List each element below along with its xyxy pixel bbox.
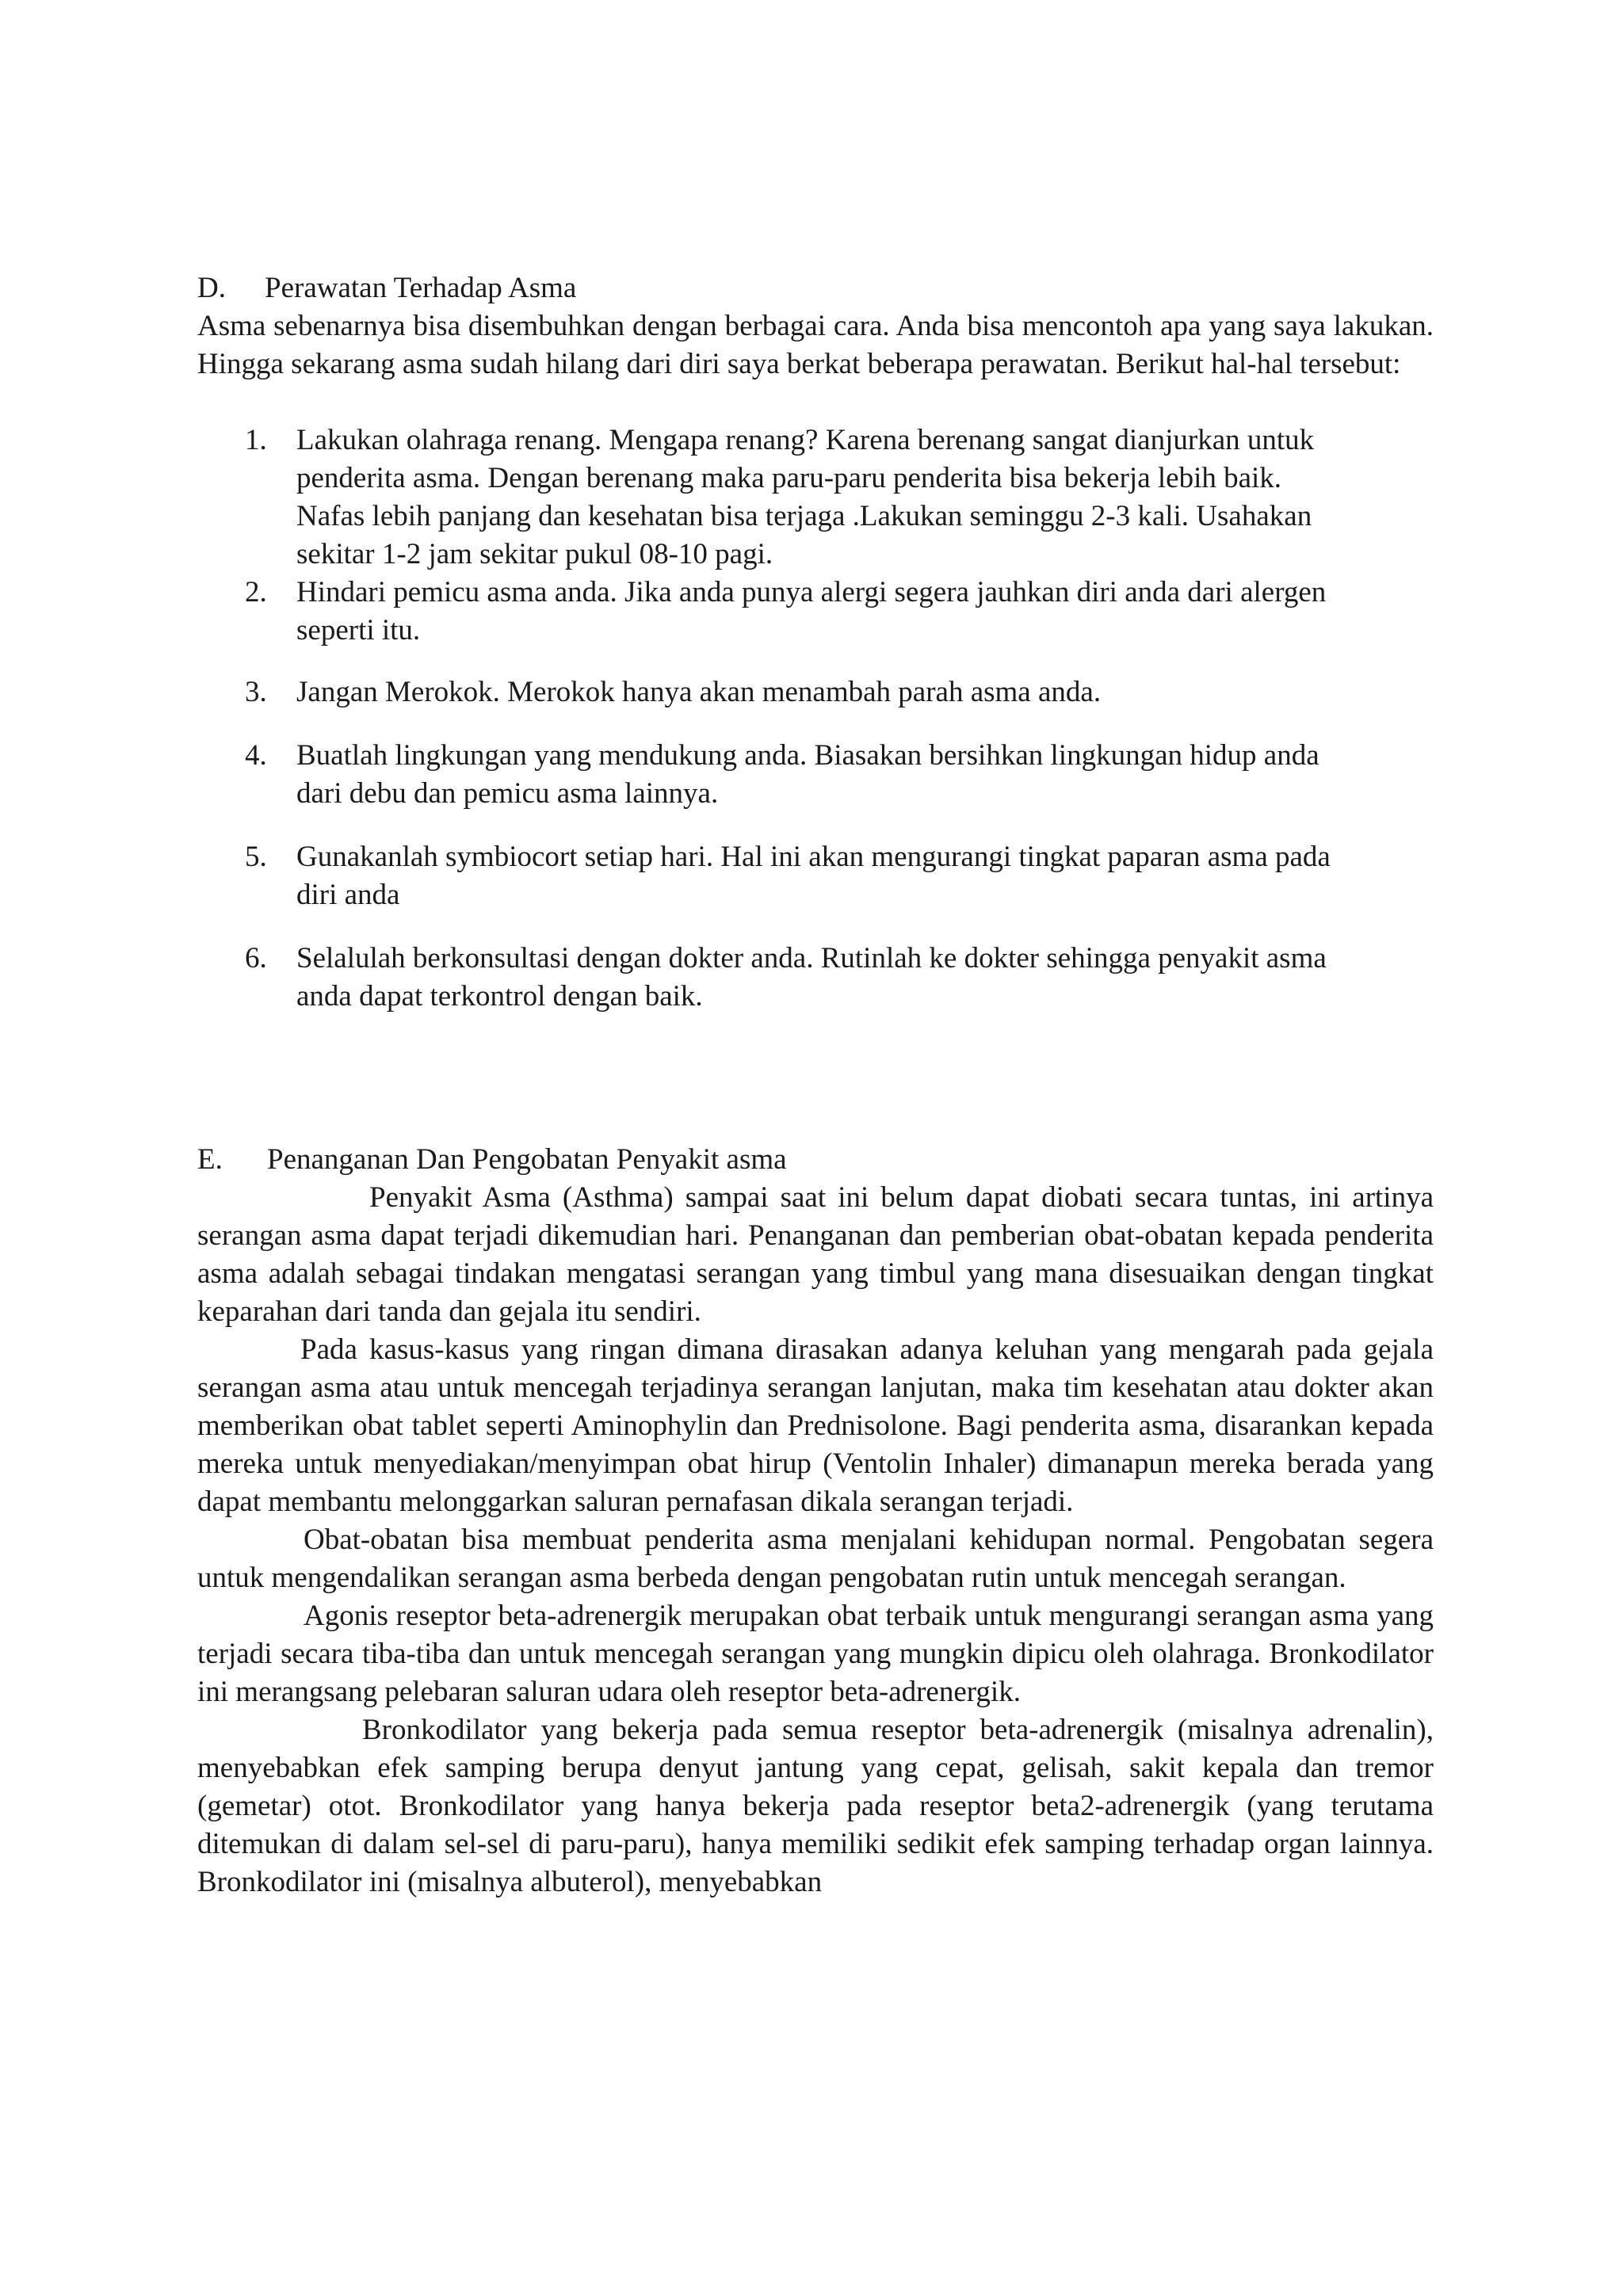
list-item-number: 6. <box>245 942 267 974</box>
list-item-text: Lakukan olahraga renang. Mengapa renang? Karena berenang sangat dianjurkan untuk penderita asma. Dengan berenang maka paru-paru penderita bisa bekerja lebih baik. Nafas lebih panjang dan kesehatan bisa terjaga .Lakukan seminggu 2-3 kali. Usahakan sekitar 1-2 jam sekitar pukul 08-10 pagi. <box>296 424 1315 570</box>
list-item <box>197 421 1331 574</box>
paragraph: Bronkodilator yang bekerja pada semua reseptor beta-adrenergik (misalnya adrenalin), menyebabkan efek samping berupa denyut jantung yang cepat, gelisah, sakit kepala dan tremor (gemetar) otot. Bronkodilator yang hanya bekerja pada reseptor beta2-adrenergik (yang terutama ditemukan di dalam sel-sel di paru-paru), hanya memiliki sedikit efek samping terhadap organ lainnya. Bronkodilator ini (misalnya albuterol), menyebabkan <box>197 1714 1434 1898</box>
list-item-number: 3. <box>245 676 267 708</box>
list-item <box>197 673 1331 711</box>
list-item-number: 4. <box>245 739 267 772</box>
list-item <box>197 737 1331 813</box>
list-item <box>197 940 1331 1016</box>
list-item-number: 1. <box>245 424 267 456</box>
section-e-title: Penanganan Dan Pengobatan Penyakit asma <box>267 1143 787 1176</box>
section-e <box>197 1141 1434 1901</box>
paragraph: Pada kasus-kasus yang ringan dimana dirasakan adanya keluhan yang mengarah pada gejala serangan asma atau untuk mencegah terjadinya serangan lanjutan, maka tim kesehatan atau dokter akan memberikan obat tablet seperti Aminophylin dan Prednisolone. Bagi penderita asma, disarankan kepada mereka untuk menyediakan/menyimpan obat hirup (Ventolin Inhaler) dimanapun mereka berada yang dapat membantu melonggarkan saluran pernafasan dikala serangan terjadi. <box>197 1333 1434 1518</box>
paragraph: Obat-obatan bisa membuat penderita asma menjalani kehidupan normal. Pengobatan segera untuk mengendalikan serangan asma berbeda dengan pengobatan rutin untuk mencegah serangan. <box>197 1524 1434 1594</box>
list-item-text: Jangan Merokok. Merokok hanya akan menambah parah asma anda. <box>296 676 1102 708</box>
document-page <box>197 269 1434 1901</box>
list-item-number: 5. <box>245 841 267 873</box>
section-d-intro: Asma sebenarnya bisa disembuhkan dengan berbagai cara. Anda bisa mencontoh apa yang saya lakukan. Hingga sekarang asma sudah hilang dari diri saya berkat beberapa perawatan. Berikut hal-hal tersebut: <box>197 310 1434 380</box>
list-item-text: Gunakanlah symbiocort setiap hari. Hal ini akan mengurangi tingkat paparan asma pada diri anda <box>296 841 1331 911</box>
paragraph: Agonis reseptor beta-adrenergik merupakan obat terbaik untuk mengurangi serangan asma yang terjadi secara tiba-tiba dan untuk mencegah serangan yang mungkin dipicu oleh olahraga. Bronkodilator ini merangsang pelebaran saluran udara oleh reseptor beta-adrenergik. <box>197 1600 1434 1708</box>
list-item <box>197 838 1331 914</box>
section-e-letter: E. <box>197 1143 223 1176</box>
section-d-heading <box>197 269 1434 307</box>
list-item-text: Hindari pemicu asma anda. Jika anda punya alergi segera jauhkan diri anda dari alergen seperti itu. <box>296 576 1327 646</box>
list-item-number: 2. <box>245 576 267 608</box>
section-d-title: Perawatan Terhadap Asma <box>265 272 577 304</box>
list-item-text: Selalulah berkonsultasi dengan dokter anda. Rutinlah ke dokter sehingga penyakit asma anda dapat terkontrol dengan baik. <box>296 942 1327 1013</box>
section-d <box>197 269 1434 1016</box>
section-d-letter: D. <box>197 272 226 304</box>
paragraph: Penyakit Asma (Asthma) sampai saat ini belum dapat diobati secara tuntas, ini artinya serangan asma dapat terjadi dikemudian hari. Penanganan dan pemberian obat-obatan kepada penderita asma adalah sebagai tindakan mengatasi serangan yang timbul yang mana disesuaikan dengan tingkat keparahan dari tanda dan gejala itu sendiri. <box>197 1181 1434 1328</box>
section-e-heading <box>197 1141 1434 1179</box>
list-item-text: Buatlah lingkungan yang mendukung anda. Biasakan bersihkan lingkungan hidup anda dari debu dan pemicu asma lainnya. <box>296 739 1319 810</box>
list-item <box>197 574 1331 650</box>
treatment-list <box>197 421 1434 1016</box>
